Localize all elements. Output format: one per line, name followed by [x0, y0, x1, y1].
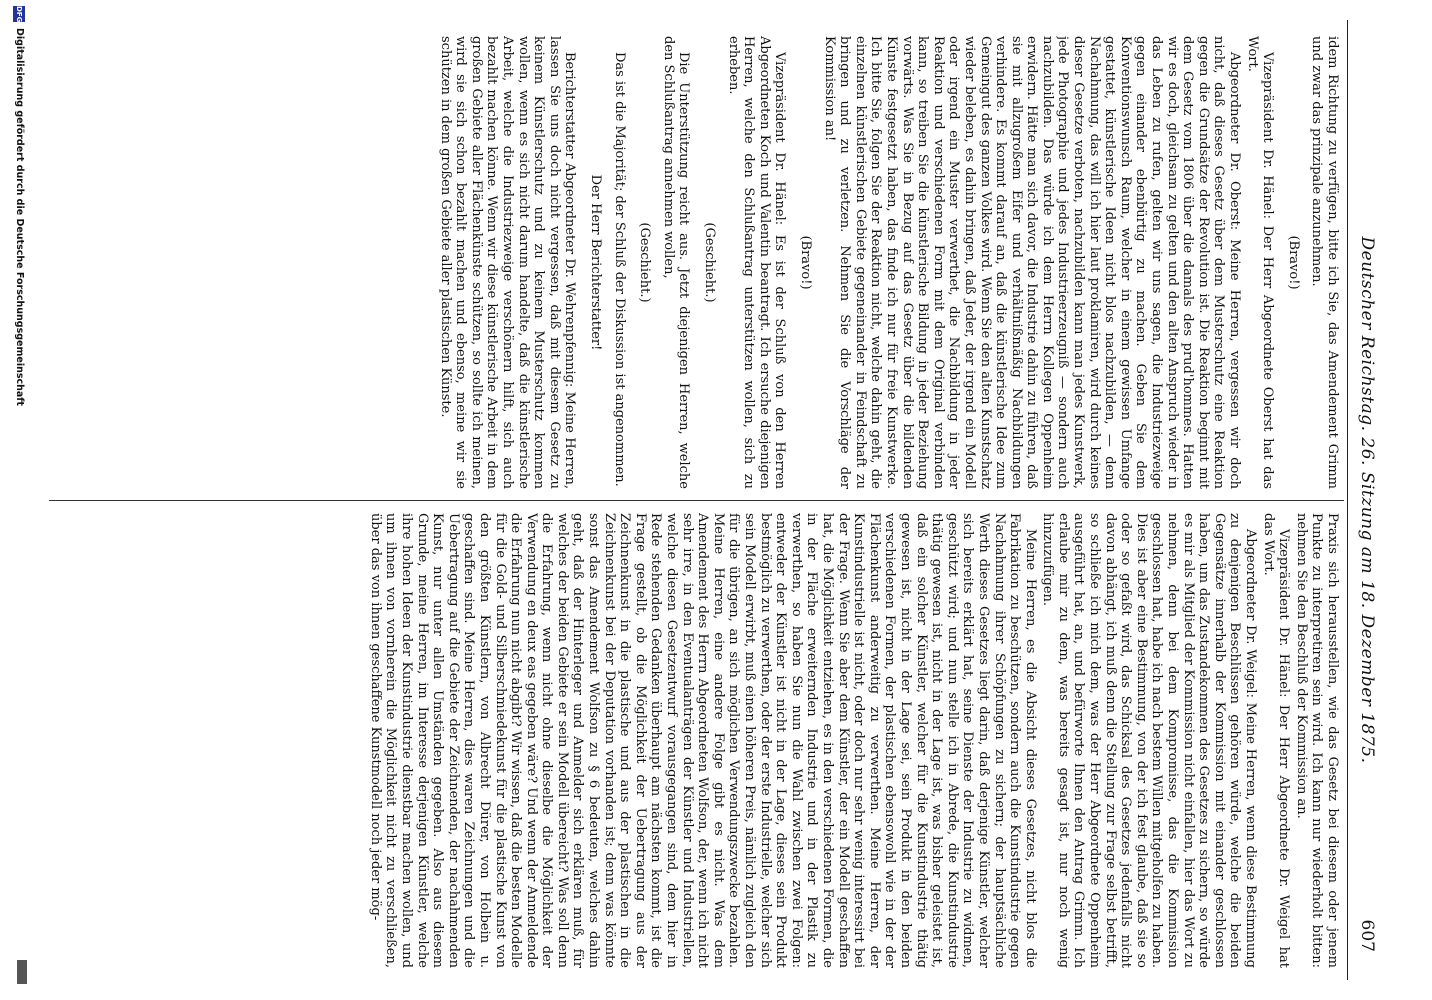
speaker-call: Der Herr Berichterstatter! [588, 174, 604, 351]
page-header [1353, 30, 1377, 970]
digitization-note: Digitalisierung gefördert durch die Deutsche Forschungsgemeinschaft [14, 28, 25, 406]
stage-direction: (Bravo!) [1285, 235, 1301, 290]
paragraph: idem Richtung zu verfügen, bitte ich Sie, das Amendement Grimm und zwar das prinzipale anzunehmen. [1309, 36, 1340, 489]
paragraph: Vizepräsident Dr. Hänel: Es ist der Schluß von den Herren Abgeordneten Koch und Valentin beantragt. Ich ersuche diejenigen Herren, welche den Schlußantrag unterstützen wollen, sich zu erheben. [725, 36, 788, 489]
paragraph: Meine Herren, es die Absicht dieses Gesetzes, nicht blos die Fabrikation zu beschützen, sondern auch die Kunstindustrie gegen Nachahmung ihrer Schöpfungen zu sichern; der hauptsächliche Werth dieses Gesetzes liegt darin, daß derjenige Künstler, welcher sich bereits erklärt hat, seine Dienste der Industrie zu widmen, geschützt wird; und nun stelle ich in Abrede, die Kunstindustrie thätig gewesen ist, nicht in der Lage ist, was bisher geleistet ist, daß ein solcher Künstler, welcher für die Kunstindustrie thätig gewesen ist, nicht in der Lage sei, sein Produkt in den beiden verschiedenen Formen, der plastischen ebensowohl wie in der der Flächenkunst anderweitig zu verwerthen. Meine Herren, der Kunstindustrielle ist nicht, oder doch nur sehr wenig interessirt bei der Frage. Wenn Sie aber dem Künstler, der ein Modell geschaffen hat, die Möglichkeit entziehen, es in den verschiedenen Formen, die in der Fläche erweiternden Industrie und in der Plastik zu verwerthen, so haben Sie nun die Wahl zwischen zwei Folgen: entweder der Künstler ist nicht in der Lage, dieses sein Produkt bestmöglich zu verwerthen, oder der erste Industrielle, welcher sich sein Modell erwirbt, muß einen höheren Preis, nämlich zugleich den für die übrigen, an sich möglichen Verwendungszwecke bezahlen. Meine Herren, eine andere Folge gibt es nicht. Was dem Amendement des Herrn Abgeordneten Wolfson, der, wenn ich nicht sehr irre, in den Eventualanträgen der Künstler und Industriellen, welche diesen Gesetzentwurf vorausgegangen sind, dem hier in Rede stehenden Gedanken überhaupt am nächsten kommt, ist die Frage gestellt, ob die Möglichkeit der Uebertragung aus der Zeichnenkunst in die plastische und aus der plastischen in die Zeichnenkunst bei der Deputation vorhanden ist; denn was könnte sonst das Amendement Wolfson zu § 6 bedeuten, welches dahin geht, daß der Hinterleger und Anmelder sich erklären muß, für welches der beiden Gebiete er sein Modell übereicht? Was soll denn die Erfahrung, wenn nicht ohne dieselbe die Möglichkeit der Verwendung en deux eas gegeben wäre? Und wenn der Anmeldende die Erfahrung nun nicht abgibt? Wir wissen, daß die besten Modelle für die Gold- und Silberschmiedekunst für die plastische Kunst von den größten Künstlern, von Albrecht Dürer, von Holbein u. geschaffen sind. Meine Herren, dies waren Zeichnungen und die Uebertragung auf die Gebiete der Zeichnenden, der nachahmenden Kunst, nur unter allen Umständen gegeben. Also aus diesem Grunde, meine Herren, im Interesse derjenigen Künstler, welche ihre hohen Ideen der Kunstindustrie dienstbar machen wollen, und um ihnen von vornherein die Möglichkeit nicht zu verschließen, über das von ihnen geschaffene Kunstmodell noch jeder mög- [367, 513, 1038, 968]
paragraph: Abgeordneter Dr. Oberst: Meine Herren, vergessen wir doch nicht, daß dieses Gesetz über dem Musterschutz eine Reaktion gegen die Grundsätze der Revolution ist. Die Reaktion beginnt mit dem Gesetz vom 1806 über die damals des prud'hommes. Hatten wir es doch, gleichsam zu gelten und den alten Anspruch wieder in das Leben zu rufen, gelten wir uns sagen, die Industriezweige gegen einander ebenbürtig zu machen. Geben Sie dem Konventionswunsch Raum, welcher in einem gewissen Umfange gestattet, künstlerische Ideen nicht blos nachzubilden, — denn Nachahmung, das will ich hier laut proklamiren, wird durch keines dieser Gesetze verboten, nachzubilden kann man jedes Kunstwerk, jede Photographie und jedes Industrieerzeugniß — sondern auch nachzubilden. Das würde ich dem Herrn Kollegen Oppenheim erwidern. Hätte man sich davor, die Industrie dahin zu führen, daß sie mit allzugroßem Eifer und verhältnißmäßig Nachbildungen verhindere. Es kommt darauf an, daß die künstlerische Idee zum Gemeingut des ganzen Volkes wird. Wenn Sie den alten Kunstschatz wieder beleben, es dahin bringen, daß Jeder, der irgend ein Modell oder irgend ein Muster verwerthet, die Nachbildung in jeder Reaktion und verschiedenen Form mit dem Original verbinden kann, so treiben Sie die künstlerische Bildung in jeder Beziehung vorwärts. Was Sie in Bezug auf das Gesetz über die bildenden Künste festgesetzt haben, das finde ich nur für freie Kunstwerke. Ich bitte Sie, folgen Sie der Reaktion nicht, welche dahin geht, die einzelnen künstlerischen Gebiete gegeneinander in Feindschaft zu bringen und zu verletzen. Nehmen Sie die Vorschläge der Kommission an! [821, 36, 1243, 489]
paragraph: Berichterstatter Abgeordneter Dr. Wehrenpfennig: Meine Herren, lassen Sie uns doch nicht vergessen, daß mit diesem Gesetz zu keinem Künstlerschutz und zu keinem Musterschutz kommen wollen, wenn es sich nicht darum handelte, daß die künstlerische Arbeit, welche die Industriezweige verschönern hilft, sich auch bezahlt machen könne. Wenn wir diese künstlerische Arbeit in dem großen Gebiete aller Flächenkünste schützen, so sollte ich meinen, wird sie sich schon bezahlt machen und ebenso, meine wir sie schützen in dem großen Gebiete aller plastischen Künste. [437, 36, 578, 489]
paragraph: Vizepräsident Dr. Hänel: Der Herr Abgeordnete Oberst hat das Wort. [1244, 36, 1276, 489]
header-rule [1347, 20, 1348, 980]
stage-direction: (Geschieht.) [637, 222, 653, 303]
page-footer [10, 0, 26, 1000]
dfg-logo-icon: DFG [15, 6, 23, 23]
running-title: Deutscher Reichstag. 26. Sitzung am 18. Dezember 1875. [1357, 236, 1377, 764]
paragraph: Vizepräsident Dr. Hänel: Der Herr Abgeordnete Dr. Weigel hat das Wort. [1260, 513, 1292, 968]
paragraph: Abgeordneter Dr. Weigel: Meine Herren, wenn diese Bestimmung zu denjenigen Beschlüssen gehören würde, welche die beiden Gegensätze innerhalb der Kommission mit einander geschlossen haben, um das Zustandekommen des Gesetzes zu sichern, so würde es mir als Mitglied der Kommission nicht einfallen, hier das Wort zu nehmen, denn bei dem Kompromisse, das die Kommission geschlossen hat, habe ich nach bestem Willen mitgeholfen zu haben. Dies ist aber eine Bestimmung, von der ich fest glaube, daß sie so oder so gefaßt wird, das Schicksal des Gesetzes jedenfalls nicht davon abhängt, ich muß denn die Stellung zur Frage selbst betrifft, so schließe ich mich dem, was der Herr Abgeordnete Oppenheim ausgeführt hat, an, und befürworte Ihnen den Antrag Grimm. Ich erlaube mir zu dem, was bereits gesagt ist, nur noch wenig hinzuzufügen. [1040, 513, 1259, 968]
stage-direction: (Bravo!) [798, 235, 813, 290]
stage-direction: (Geschieht.) [702, 222, 718, 303]
paragraph: Die Unterstützung reicht aus. Jetzt diejenigen Herren, welche den Schlußantrag annehmen wollen, [660, 36, 692, 489]
paragraph: Das ist die Majorität; der Schluß der Diskussion ist angenommen. [611, 52, 627, 487]
left-column [50, 36, 1340, 489]
column-divider [49, 500, 1344, 501]
paragraph: Praxis sich herausstellen, wie das Gesetz bei diesem oder jenem Punkte zu interpretiren sein wird. Ich kann nur wiederholt bitten: nehmen Sie den Beschluß der Kommission an. [1293, 513, 1340, 968]
right-column [50, 513, 1340, 968]
page-number: 607 [1357, 919, 1377, 952]
scan-mark [17, 960, 27, 984]
